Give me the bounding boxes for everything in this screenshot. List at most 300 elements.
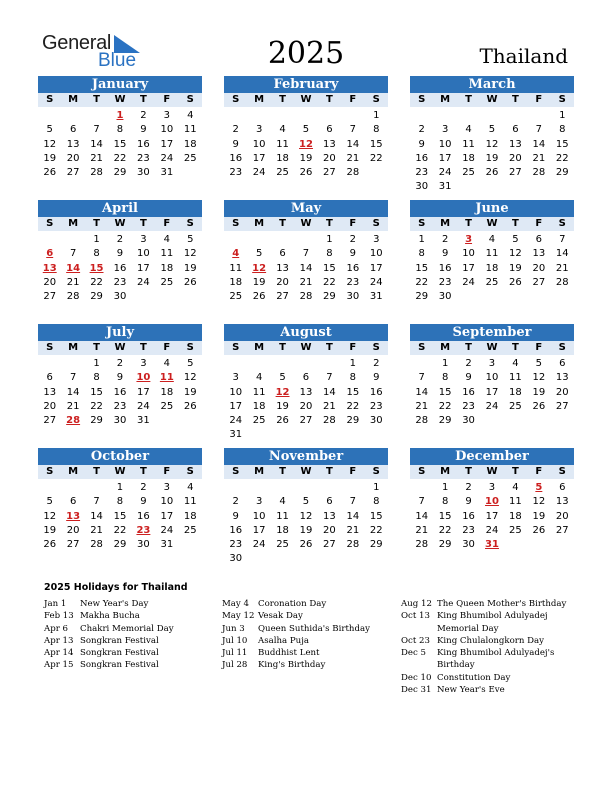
day-cell: 5 [512,234,519,245]
holiday-date: Dec 5 [401,648,426,659]
day-cell: 25 [229,291,243,303]
weekday-label: M [68,94,79,105]
day-cell: 6 [69,124,77,136]
weekday-label: S [46,94,54,105]
day-cell: 12 [509,248,522,260]
empty-cell [247,109,270,123]
weekday-label: M [440,94,451,105]
day-cell: 14 [555,248,569,260]
empty-cell [294,481,317,495]
day-cell: 23 [415,167,429,179]
day-cell: 1 [441,358,449,369]
day-cell: 25 [509,524,522,536]
day-cell: 25 [160,400,174,412]
day-cell: 30 [137,167,150,179]
day-cell: 2 [373,358,380,369]
holiday-entry [401,610,571,635]
day-cell: 29 [415,291,429,303]
day-cell: 20 [43,400,57,412]
day-cell: 9 [465,496,472,508]
day-cell: 8 [116,496,124,508]
holiday-entry [401,684,571,696]
day-cell: 30 [113,415,127,427]
day-cell: 19 [532,510,546,522]
weekday-label: T [140,466,147,477]
day-cell: 20 [66,524,80,536]
day-cell: 30 [462,539,475,551]
day-cell: 24 [462,276,475,288]
day-cell: 2 [465,482,472,493]
day-cell: 18 [485,262,499,274]
holiday-name: Queen Suthida's Birthday [258,623,370,634]
day-cell: 29 [369,539,383,551]
day-cell: 5 [255,248,263,260]
day-cell: 17 [252,152,266,164]
weekday-label: S [558,342,566,353]
holiday-day: 4 [232,248,240,260]
holiday-day: 1 [116,110,124,121]
day-cell: 18 [276,152,289,164]
weekday-label: S [232,218,240,229]
day-cell: 4 [488,234,496,245]
weekday-row [224,217,388,231]
weekday-label: W [300,342,312,353]
day-cell: 30 [369,415,383,427]
day-cell: 13 [509,138,522,150]
day-cell: 30 [113,291,127,303]
day-cell: 27 [66,539,80,551]
day-cell: 23 [346,276,360,288]
day-cell: 9 [418,138,425,150]
day-cell: 11 [229,262,243,274]
day-cell: 1 [326,234,333,245]
day-cell: 12 [43,138,57,150]
day-cell: 26 [43,539,57,551]
day-cell: 20 [509,152,522,164]
weekday-label: T [465,218,472,229]
weekday-label: T [93,218,100,229]
day-cell: 25 [462,167,475,179]
day-cell: 16 [462,386,475,398]
holiday-date: May 12 [222,611,255,622]
month-header: January [38,76,202,93]
month-header: September [410,324,574,341]
day-cell: 7 [559,234,566,245]
weekday-label: F [535,466,543,477]
weekday-row [38,341,202,355]
day-cell: 29 [113,539,127,551]
weekday-row [38,465,202,479]
empty-cell [457,109,480,123]
day-cell: 16 [438,262,452,274]
day-cell: 24 [252,539,266,551]
day-cell: 2 [232,124,239,136]
day-cell: 10 [369,248,383,260]
month-january [38,76,202,180]
holiday-day: 14 [66,262,81,274]
holiday-entry [401,635,571,647]
day-cell: 9 [373,372,380,384]
day-cell: 22 [555,152,569,164]
weekday-label: T [512,342,519,353]
weekday-row [410,217,574,231]
day-cell: 17 [462,262,475,274]
empty-cell [341,481,364,495]
month-december [410,448,574,552]
day-cell: 15 [438,386,452,398]
day-cell: 1 [373,110,380,121]
weekday-row [224,341,388,355]
day-cell: 17 [137,262,150,274]
day-cell: 17 [229,400,243,412]
holiday-entry [222,598,392,610]
day-cell: 24 [369,276,383,288]
day-cell: 14 [66,386,80,398]
month-header: June [410,200,574,217]
holiday-day: 12 [275,386,290,398]
day-cell: 28 [532,167,546,179]
day-cell: 26 [299,539,313,551]
empty-cell [61,357,84,371]
holiday-name: Buddhist Lent [258,648,320,659]
weekday-label: S [558,218,566,229]
day-cell: 15 [346,386,360,398]
day-cell: 11 [276,138,289,150]
holiday-day: 31 [485,539,499,551]
day-cell: 27 [43,415,57,427]
empty-cell [294,357,317,371]
day-cell: 1 [441,482,449,493]
day-cell: 6 [326,496,333,508]
holiday-date: Dec 31 [401,685,432,696]
day-cell: 5 [279,372,286,384]
day-grid [38,481,202,552]
holiday-entry [222,659,392,671]
holiday-day: 13 [66,510,81,522]
day-cell: 26 [183,276,197,288]
day-cell: 5 [488,124,496,136]
holiday-entry [44,610,214,622]
holiday-day: 11 [159,372,174,384]
weekday-label: M [254,218,265,229]
country-name: Thailand [479,44,568,68]
day-cell: 11 [462,138,475,150]
holiday-entry [401,672,571,684]
weekday-label: T [140,94,147,105]
day-cell: 8 [93,372,100,384]
day-cell: 25 [183,152,197,164]
day-cell: 31 [229,429,243,441]
weekday-label: W [486,218,498,229]
weekday-row [224,465,388,479]
holiday-date: Jul 10 [222,635,248,646]
day-cell: 21 [299,276,313,288]
day-cell: 13 [555,496,569,508]
day-cell: 10 [462,248,475,260]
day-cell: 8 [441,372,449,384]
day-cell: 12 [485,138,499,150]
empty-cell [85,481,108,495]
day-cell: 19 [183,262,197,274]
day-cell: 2 [418,124,425,136]
day-cell: 20 [276,276,289,288]
empty-cell [247,357,270,371]
holiday-day: 10 [136,372,151,384]
empty-cell [247,233,270,247]
day-cell: 19 [43,152,57,164]
day-cell: 21 [323,400,336,412]
weekday-label: F [349,342,357,353]
day-grid [38,357,202,428]
day-cell: 14 [323,386,336,398]
weekday-label: M [440,218,451,229]
day-cell: 27 [532,276,546,288]
day-cell: 10 [160,496,174,508]
month-header: April [38,200,202,217]
day-cell: 10 [229,386,243,398]
day-cell: 16 [229,524,243,536]
weekday-label: M [254,466,265,477]
weekday-label: F [535,342,543,353]
day-cell: 19 [43,524,57,536]
day-cell: 27 [299,415,313,427]
day-grid [410,233,574,304]
day-cell: 9 [232,138,239,150]
day-cell: 5 [187,234,194,245]
day-cell: 11 [509,496,522,508]
weekday-label: T [512,218,519,229]
holiday-day: 13 [42,262,57,274]
day-cell: 24 [229,415,243,427]
holiday-date: May 4 [222,599,249,609]
holiday-date: Jul 28 [222,660,248,671]
day-cell: 3 [140,234,147,245]
day-cell: 26 [252,291,266,303]
day-grid [224,109,388,180]
empty-cell [247,481,270,495]
day-cell: 18 [160,386,174,398]
brand-general: General [42,32,112,54]
day-cell: 8 [559,124,566,136]
holiday-column-1 [44,598,214,672]
day-cell: 16 [113,262,127,274]
weekday-label: M [254,94,265,105]
day-cell: 25 [160,276,174,288]
day-cell: 6 [279,248,286,260]
day-cell: 24 [137,276,150,288]
weekday-label: F [163,342,171,353]
day-cell: 10 [137,248,150,260]
day-cell: 11 [252,386,266,398]
day-cell: 19 [509,262,522,274]
weekday-label: S [186,342,194,353]
weekday-label: F [163,466,171,477]
weekday-label: F [349,94,357,105]
day-cell: 26 [532,524,546,536]
day-cell: 12 [183,248,197,260]
holiday-name: King's Birthday [258,660,326,671]
day-cell: 2 [232,496,239,508]
day-cell: 28 [346,539,360,551]
day-cell: 28 [346,167,360,179]
holiday-entry [222,635,392,647]
weekday-label: T [279,342,286,353]
day-cell: 4 [255,372,263,384]
holiday-name: Songkran Festival [80,660,159,671]
day-cell: 30 [438,291,452,303]
day-cell: 20 [66,152,80,164]
day-cell: 16 [415,152,429,164]
day-cell: 8 [373,124,380,136]
month-header: November [224,448,388,465]
day-cell: 18 [509,386,522,398]
weekday-label: W [486,342,498,353]
day-cell: 5 [187,358,194,369]
day-cell: 13 [43,386,57,398]
day-cell: 11 [183,496,197,508]
day-cell: 21 [532,152,546,164]
day-cell: 22 [90,276,103,288]
day-cell: 22 [113,152,127,164]
day-cell: 6 [559,482,566,493]
day-cell: 10 [252,510,266,522]
day-cell: 15 [113,510,127,522]
day-cell: 5 [46,124,53,136]
day-cell: 20 [555,510,569,522]
holiday-date: Jan 1 [44,599,67,609]
empty-cell [318,109,341,123]
day-cell: 13 [66,138,80,150]
day-cell: 11 [276,510,289,522]
day-cell: 29 [346,415,360,427]
holiday-name: King Chulalongkorn Day [437,635,545,646]
day-cell: 4 [512,358,519,369]
weekday-label: T [465,94,472,105]
empty-cell [271,357,294,371]
holiday-day: 12 [252,262,267,274]
day-cell: 9 [140,496,147,508]
day-grid [224,233,388,304]
empty-cell [294,109,317,123]
weekday-label: W [300,94,312,105]
weekday-row [38,93,202,107]
day-cell: 24 [252,167,266,179]
holiday-date: Oct 23 [401,635,430,646]
weekday-label: F [163,94,171,105]
day-cell: 14 [346,138,360,150]
day-cell: 25 [276,539,289,551]
day-cell: 18 [229,276,243,288]
day-cell: 22 [438,400,452,412]
weekday-label: S [186,218,194,229]
weekday-label: S [418,218,426,229]
day-cell: 13 [323,510,336,522]
day-cell: 14 [90,510,103,522]
weekday-label: W [300,466,312,477]
holiday-date: Jun 3 [222,623,245,634]
holiday-day: 28 [66,415,81,427]
holidays-title: 2025 Holidays for Thailand [44,582,188,593]
day-grid [224,357,388,443]
empty-cell [224,233,247,247]
day-cell: 29 [438,415,452,427]
day-cell: 12 [43,510,57,522]
day-cell: 4 [465,124,472,136]
holiday-name: King Bhumibol Adulyadej's Birthday [437,648,555,671]
day-cell: 28 [90,539,103,551]
day-cell: 16 [369,386,383,398]
empty-cell [271,233,294,247]
day-cell: 28 [323,415,336,427]
empty-cell [527,109,550,123]
holiday-day: 15 [89,262,104,274]
day-cell: 11 [160,248,174,260]
holiday-entry [44,659,214,671]
holiday-entry [222,610,392,622]
day-cell: 31 [137,415,150,427]
weekday-label: W [486,94,498,105]
day-cell: 23 [229,167,243,179]
holiday-name: Coronation Day [258,599,327,609]
empty-cell [271,481,294,495]
day-cell: 21 [346,524,360,536]
day-cell: 2 [116,358,124,369]
day-cell: 20 [43,276,57,288]
weekday-label: S [558,94,566,105]
weekday-row [410,465,574,479]
brand-blue: Blue [98,50,137,71]
day-cell: 30 [346,291,360,303]
weekday-label: W [114,94,126,105]
day-cell: 12 [183,372,197,384]
day-cell: 27 [323,539,336,551]
holiday-name: Vesak Day [258,611,303,622]
day-cell: 23 [229,539,243,551]
day-cell: 30 [137,539,150,551]
day-cell: 15 [369,138,383,150]
day-cell: 7 [418,496,425,508]
day-cell: 1 [373,482,380,493]
day-cell: 7 [326,372,333,384]
day-cell: 3 [255,124,263,136]
day-cell: 14 [532,138,546,150]
day-cell: 22 [369,524,383,536]
day-cell: 23 [369,400,383,412]
day-cell: 22 [90,400,103,412]
day-cell: 29 [323,291,336,303]
day-cell: 27 [323,167,336,179]
day-cell: 16 [229,152,243,164]
day-cell: 17 [160,138,174,150]
day-cell: 3 [140,358,147,369]
day-cell: 1 [93,234,100,245]
month-header: October [38,448,202,465]
day-cell: 19 [252,276,266,288]
day-cell: 11 [183,124,197,136]
day-cell: 4 [187,482,194,493]
month-november [224,448,388,567]
holiday-name: King Bhumibol Adulyadej Memorial Day [437,611,548,634]
day-cell: 21 [90,152,103,164]
day-cell: 20 [299,400,313,412]
day-cell: 20 [323,152,336,164]
weekday-label: T [93,342,100,353]
day-cell: 23 [113,276,127,288]
empty-cell [61,481,84,495]
day-cell: 27 [43,291,57,303]
day-cell: 10 [485,372,499,384]
empty-cell [504,109,527,123]
